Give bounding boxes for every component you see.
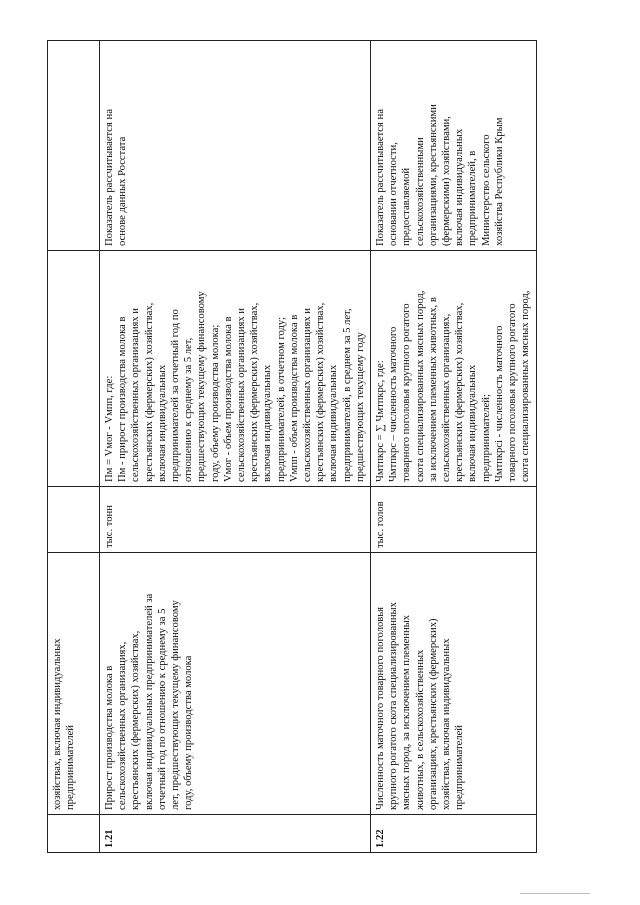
unit-cell	[48, 487, 100, 553]
indicator-name-cell	[371, 553, 536, 815]
cell-text-line: основе данных Росстата	[117, 136, 129, 246]
unit-cell: тыс. тонн	[100, 487, 371, 553]
cell-text-line: организациях, крестьянских (фермерских)	[427, 618, 439, 810]
cell-text-line: мясных пород, за исключением племенных	[401, 614, 413, 810]
cell-text-line: Vмог - объем производства молока в	[222, 316, 234, 482]
cell-text-line: Чмтпкрс – численность маточного	[388, 326, 400, 482]
cell-text-line: сельскохозяйственных организациях,	[441, 313, 453, 482]
cell-text-line: Пм = Vмог - Vмпп, где:	[104, 375, 115, 482]
cell-text-line: сельскохозяйственных организациях и	[236, 308, 248, 482]
cell-text-line: сельскохозяйственными	[414, 137, 426, 246]
cell-text-line: хозяйства Республики Крым	[493, 117, 505, 246]
cell-text-line: году, объему производства молока;	[209, 324, 221, 482]
cell-text-line: товарного поголовья крупного рогатого	[401, 303, 413, 482]
row-number-cell: 1.22	[371, 815, 536, 853]
cell-text-line: Vмпп - объем производства молока в	[288, 314, 300, 482]
cell-text-line: включая индивидуальных	[454, 128, 466, 246]
cell-text-line: товарного поголовья крупного рогатого	[507, 303, 519, 482]
cell-text-line: включая индивидуальных	[328, 364, 340, 482]
cell-text-line: предпринимателей за отчетный год по	[170, 309, 182, 482]
indicator-name-cell	[48, 553, 100, 815]
cell-text-line: предшествующих текущему финансовому	[196, 291, 208, 482]
cell-text-line: предоставляемой	[401, 167, 413, 246]
cell-text-line: отношению к среднему за 5 лет,	[183, 337, 195, 482]
cell-text-line: сельскохозяйственных организациях и	[302, 308, 314, 482]
cell-text-line: включая индивидуальных	[156, 364, 168, 482]
cell-text-line: Пм - прирост производства молока в	[117, 316, 129, 482]
cell-text-line: включая индивидуальных	[262, 364, 274, 482]
cell-text-line: хозяйствах, включая индивидуальных	[441, 638, 453, 810]
page-footer-mark	[520, 893, 590, 900]
indicators-table-body	[48, 41, 537, 853]
cell-text-line: отчетный год по отношению к среднему за 5	[156, 608, 168, 810]
cell-text-line: году, объему производства молока	[183, 655, 195, 810]
cell-text-line: крупного рогатого скота специализированных	[388, 602, 400, 810]
cell-text-line: Численность маточного товарного поголовья	[375, 607, 387, 810]
cell-text-line: предшествующих текущему году	[354, 332, 366, 482]
cell-text-line: основании отчетности,	[388, 142, 400, 246]
cell-text-line: лет, предшествующих текущему финансовому	[170, 600, 182, 810]
cell-text-line: (фермерскими) хозяйствами,	[441, 116, 453, 246]
cell-text-line: организациями, крестьянскими	[427, 104, 439, 246]
cell-text-line: предпринимателей	[454, 725, 466, 810]
row-number-cell: 1.21	[100, 815, 371, 853]
table-row	[371, 41, 536, 853]
cell-text-line: Показатель рассчитывается на	[375, 109, 387, 246]
source-cell	[48, 41, 100, 251]
table-row	[100, 41, 371, 853]
unit-cell: тыс. голов	[371, 487, 536, 553]
formula-cell	[48, 251, 100, 487]
cell-text-line: крестьянских (фермерских) хозяйствах,	[249, 302, 261, 482]
cell-text-line: Показатель рассчитывается на	[104, 109, 115, 246]
cell-text-line: предпринимателей, в среднем за 5 лет,	[341, 308, 353, 482]
cell-text-line: крестьянских (фермерских) хозяйствах,	[454, 302, 466, 482]
cell-text-line: предпринимателей	[65, 725, 77, 810]
cell-text-line: крестьянских (фермерских) хозяйствах,	[315, 302, 327, 482]
cell-text-line: включая индивидуальных предпринимателей за	[143, 593, 155, 810]
formula-cell	[371, 251, 536, 487]
cell-text-line: скота специализированных мясных пород,	[520, 290, 532, 482]
formula-cell	[100, 251, 371, 487]
cell-text-line: сельскохозяйственных организациях и	[130, 308, 142, 482]
source-cell	[100, 41, 371, 251]
cell-text-line: скота специализированных мясных пород,	[414, 290, 426, 482]
cell-text-line: предпринимателей;	[480, 394, 492, 482]
indicator-name-cell	[100, 553, 371, 815]
cell-text-line: предпринимателей, в	[467, 150, 479, 246]
cell-text-line: Чмтпкрс = ∑ Чмтпкрс, где:	[375, 360, 387, 482]
cell-text-line: Министерство сельского	[480, 134, 492, 246]
indicators-table	[47, 40, 537, 853]
cell-text-line: крестьянских (фермерских) хозяйствах,	[130, 630, 142, 810]
cell-text-line: Чмтпкрсi - численность маточного	[493, 325, 505, 482]
source-cell	[371, 41, 536, 251]
cell-text-line: крестьянских (фермерских) хозяйствах,	[143, 302, 155, 482]
rotated-document-page	[47, 41, 532, 853]
row-number-cell	[48, 815, 100, 853]
cell-text-line: Прирост производства молока в	[104, 665, 115, 810]
table-row	[48, 41, 100, 853]
cell-text-line: сельскохозяйственных организациях,	[117, 641, 129, 810]
cell-text-line: включая индивидуальных	[467, 364, 479, 482]
cell-text-line: предпринимателей, в отчетном году;	[275, 316, 287, 482]
cell-text-line: за исключением племенных животных, в	[427, 297, 439, 482]
cell-text-line: животных, в сельскохозяйственных	[414, 649, 426, 810]
cell-text-line: хозяйствах, включая индивидуальных	[52, 638, 63, 810]
